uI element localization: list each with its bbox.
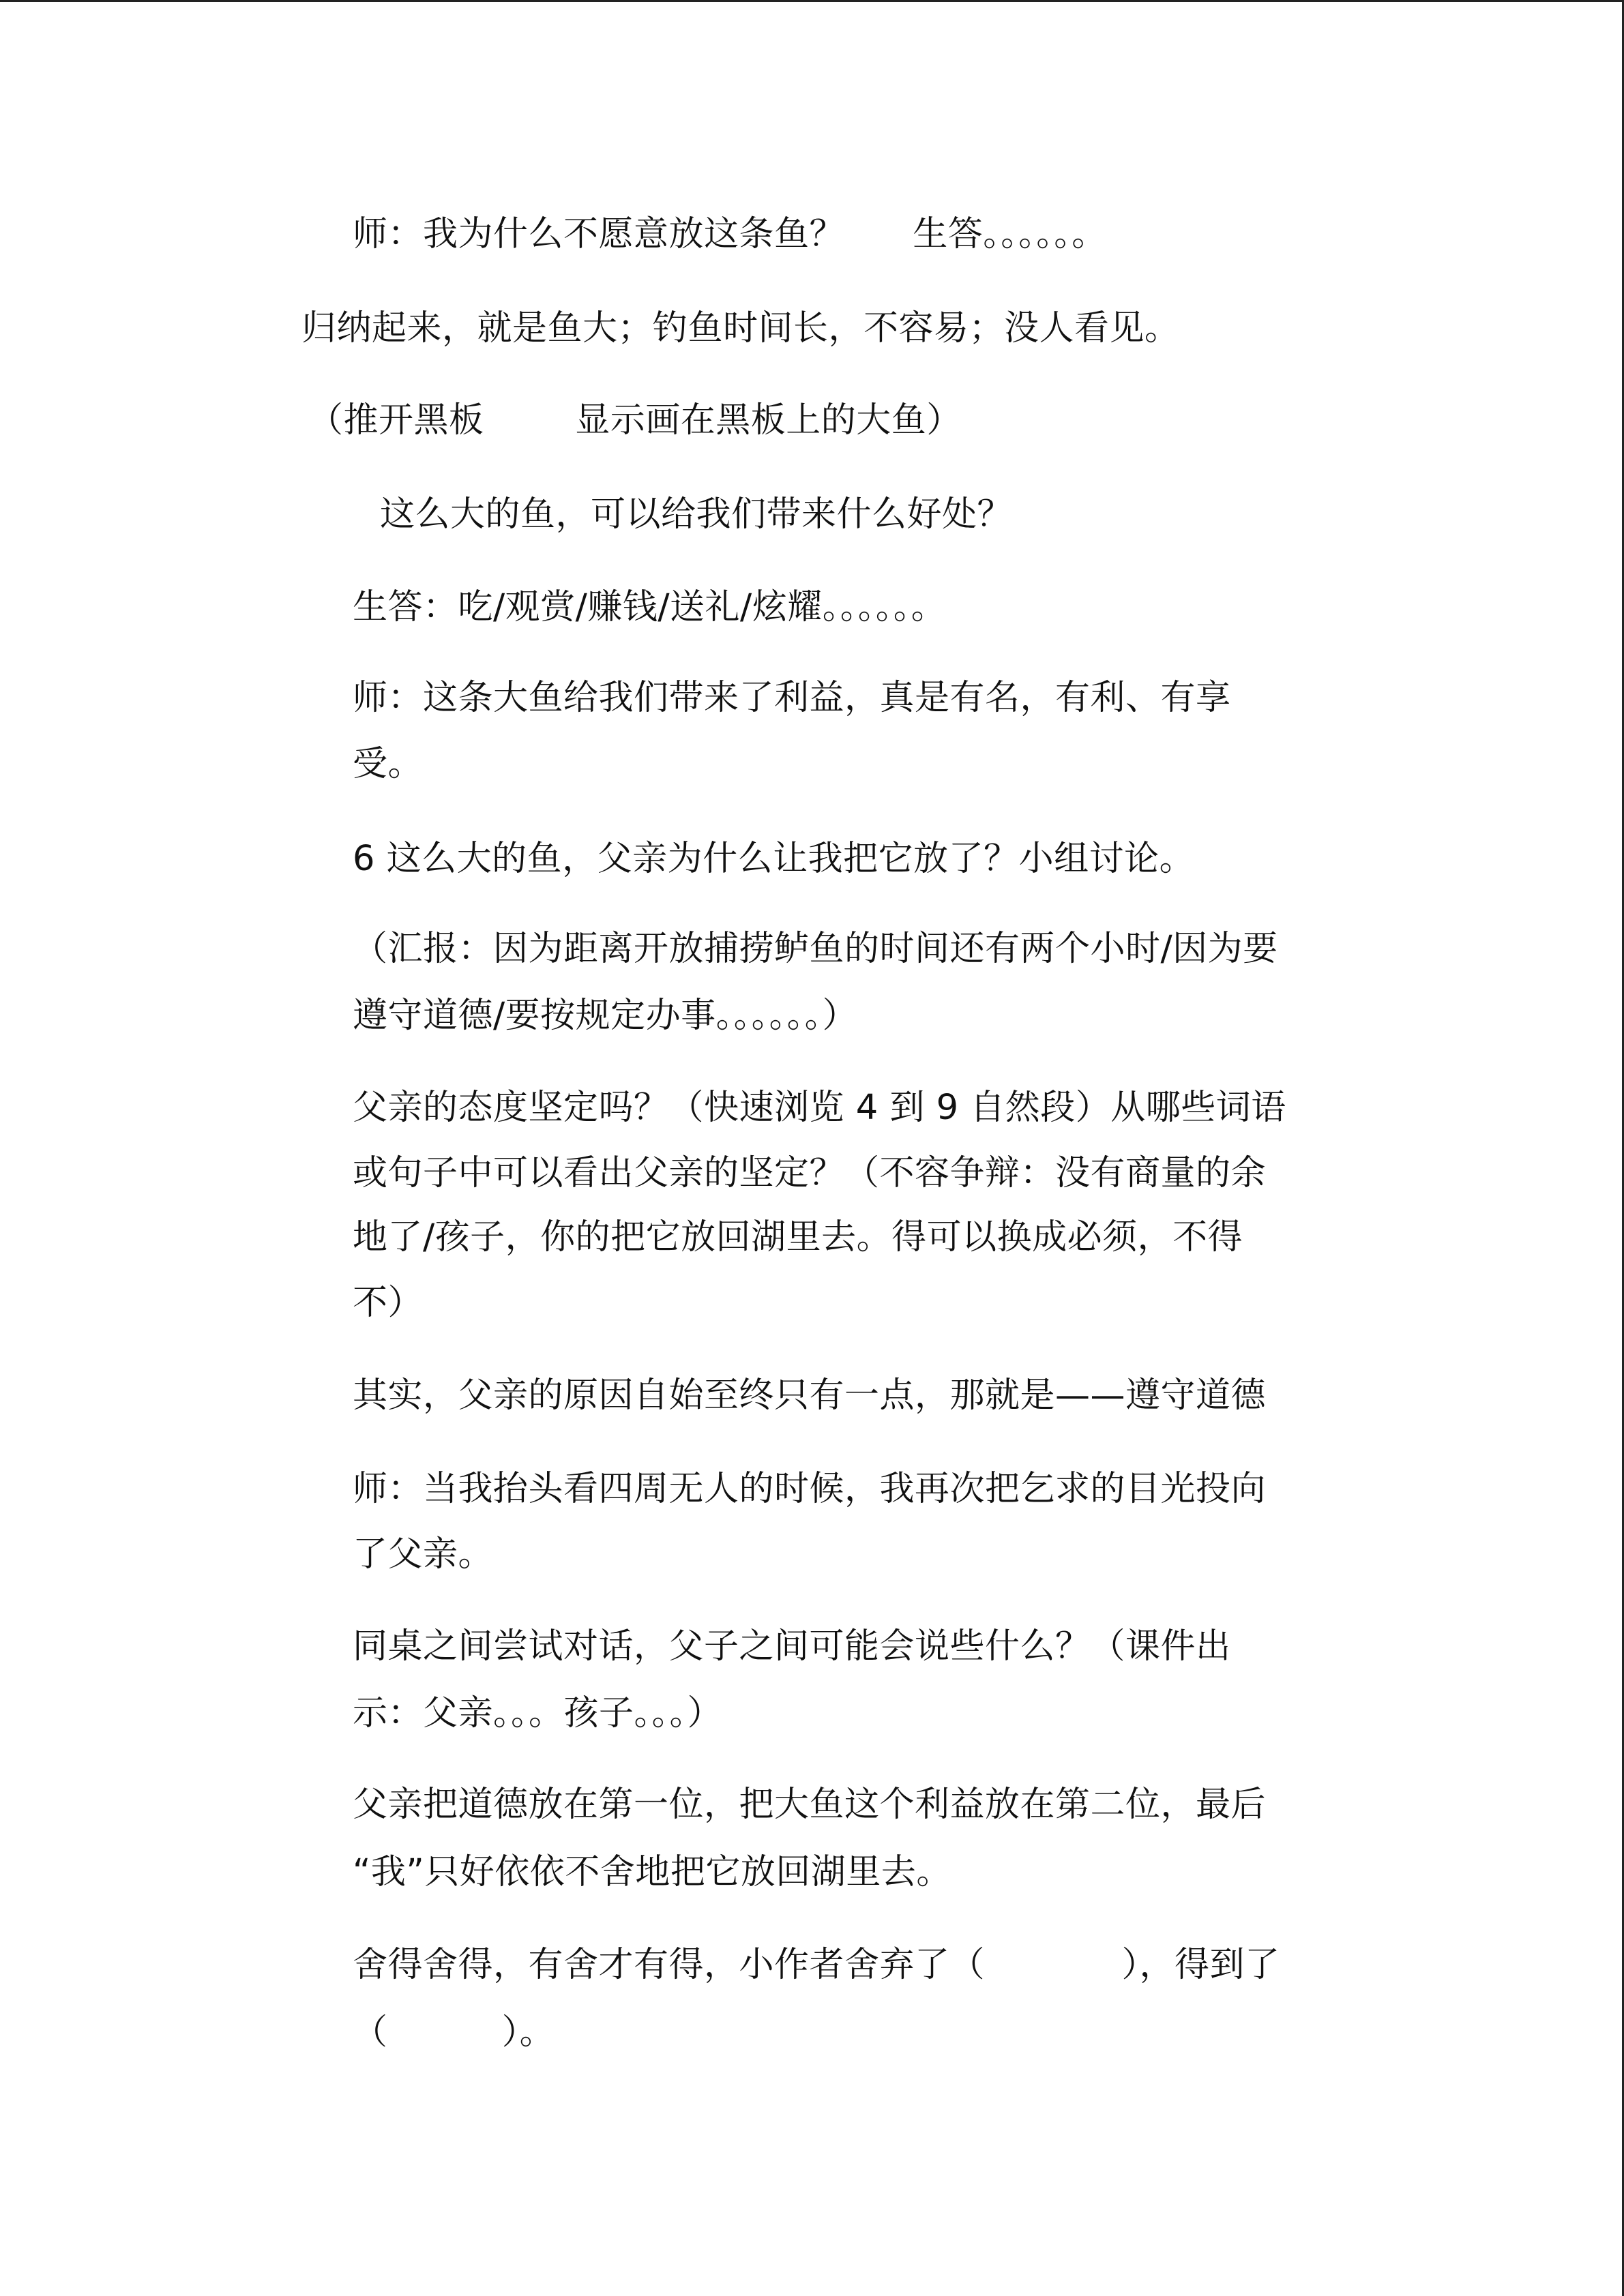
text-line: 地了/孩子，你的把它放回湖里去。得可以换成必须，不得 bbox=[353, 1217, 1243, 1257]
text-line: 同桌之间尝试对话，父子之间可能会说些什么？（课件出 bbox=[353, 1626, 1231, 1667]
text-line: 舍得舍得，有舍才有得，小作者舍弃了（ ），得到了 bbox=[353, 1945, 1280, 1985]
text-line: （汇报：因为距离开放捕捞鲈鱼的时间还有两个小时/因为要 bbox=[353, 929, 1278, 969]
text-line: （推开黑板 显示画在黑板上的大鱼） bbox=[308, 400, 962, 441]
text-line: 父亲把道德放在第一位，把大鱼这个利益放在第二位，最后 bbox=[353, 1785, 1267, 1825]
text-line: 不） bbox=[353, 1283, 424, 1323]
text-line: 受。 bbox=[353, 744, 424, 784]
text-line: 师：我为什么不愿意放这条鱼？ 生答。。。。。。 bbox=[353, 214, 1107, 254]
text-line: 6 这么大的鱼，父亲为什么让我把它放了？小组讨论。 bbox=[353, 839, 1195, 879]
text-line: 或句子中可以看出父亲的坚定？（不容争辩：没有商量的余 bbox=[353, 1153, 1267, 1193]
text-line: 这么大的鱼，可以给我们带来什么好处？ bbox=[380, 494, 1013, 535]
text-line: 师：当我抬头看四周无人的时候，我再次把乞求的目光投向 bbox=[353, 1469, 1267, 1509]
text-line: 师：这条大鱼给我们带来了利益，真是有名，有利、有享 bbox=[353, 678, 1231, 718]
text-line: 其实，父亲的原因自始至终只有一点，那就是——遵守道德 bbox=[353, 1375, 1267, 1416]
text-line: 遵守道德/要按规定办事。。。。。。） bbox=[353, 996, 858, 1036]
text-line: “我”只好依依不舍地把它放回湖里去。 bbox=[353, 1852, 951, 1892]
text-line: 生答：吃/观赏/赚钱/送礼/炫耀。。。。。。 bbox=[353, 587, 947, 627]
text-line: 示：父亲。。。孩子。。。） bbox=[353, 1693, 723, 1733]
text-line: 了父亲。 bbox=[353, 1534, 494, 1575]
text-line: 父亲的态度坚定吗？（快速浏览 4 到 9 自然段）从哪些词语 bbox=[353, 1088, 1286, 1128]
text-line: （ ）。 bbox=[353, 2012, 555, 2053]
text-line: 归纳起来，就是鱼大；钓鱼时间长，不容易；没人看见。 bbox=[301, 308, 1180, 348]
